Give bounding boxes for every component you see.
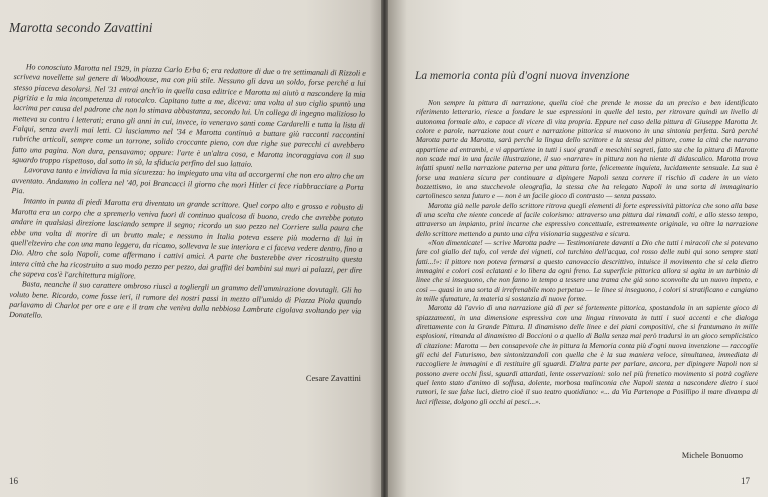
- right-page-body: [416, 98, 758, 406]
- left-page-number: 16: [9, 476, 18, 486]
- left-page-body: [9, 62, 366, 327]
- right-page-number: 17: [741, 476, 750, 486]
- left-paragraph-3: Intanto in punta di piedi Marotta era diventato un grande scrittore. Quel corpo alto e grosso e robusto di Marotta era un corpo che a spremerlo veniva fuori di continuo qualcosa di buono, credo che avrebbe potuto andare in qualsiasi direzione lasciando sempre il segno; ricordo un suo pezzo nel Corriere sulla paura che ebbe una volta di morire di un brutto male; e nessuno in Italia poteva essere più moderno di lui in quell'elzeviro che con una mano leggera, da ricamo, sollevava le sue interiora e ci faceva vedere dentro, fino a Dio. Altro che solo Napoli, come affermano i cattivi amici. A parte che basterebbe aver ricostruito questa intera città che ha ricostruito a suo modo pezzo per pezzo, dai graffiti dei bambini sui muri ai palazzi, per dire che sapeva cos'è l'architettura migliore.: [9, 196, 364, 281]
- left-signature: Cesare Zavattini: [305, 374, 361, 383]
- right-paragraph-1: Non sempre la pittura di narrazione, quella cioè che prende le mosse da un preciso e ben identificato riferimento letterario, riesce a fondare le sue espressioni in quelle del testo, per ritrovare quindi un livello di autonoma formale alto, e capace di vicere di vita propria. Eppure nel caso della pittura di Giuseppe Marotta Jr. colore e parole, narrazione tout court e narrazione pittorica si muovono in una sintonia perfetta. Sarà perché Marotta parte da Marotta, sarà perché la lingua dello scrittore e la stessa del pittore, come la città che narrano appartiene ad entrambi, e vi appartiene in tutti i suoi grandi e meschini segreti, fatto sta che la pittura di Marotte non scade mai in una facile illustrazione, il suo «narrare» in pittura non ha niente di didascalico. Marotta trova infatti spunti nella narrazione paterna per una pittura forte, felicemente inquieta, lucidamente sensuale. La sua è forse una maniera sicura per continuare a dipingere Napoli senza correre il rischio di cadere in un vieto bozzettismo, in una stucchevole oleografia, la stessa che ha relegato Napoli in una sorta di immaginario cartolinesco senza futuro e — non è un facile gioco di contrasto — senza passato.: [416, 98, 758, 201]
- right-page: [388, 0, 768, 497]
- left-paragraph-4: Basta, neanche il suo carattere ombroso riuscì a togliergli un grammo dell'ammirazione dovutagli. Gli ho voluto bene. Ricordo, come fosse ieri, il rumore dei nostri passi in mezzo all'umido di Piazza Piola quando parlavamo di Charlot per ore e ore e il tram che veniva dalla nebbiosa Lambrate cigolava svoltando per via Donatello.: [9, 279, 362, 320]
- left-paragraph-2: Lavorava tanto e invidiava la mia sicurezza: ho impiegato una vita ad accorgermi che non ero altro che un avventato. Andammo in collera nel '40, poi Brancacci il giorno che morì Hitler ci fece riabbracciare a Porta Pia.: [11, 165, 364, 196]
- right-signature: Michele Bonuomo: [681, 451, 743, 460]
- right-paragraph-2: Marotta già nelle parole dello scrittore ritrova quegli elementi di forte espressività pittorica che sono alla base di una scelta che niente concede al facile colorismo: attraverso una pittura dai rimandi colti, e allo stesso tempo, attraverso un impianto, prini incarne che espressivo concettuale, estremamente originale, va oltre la narrazione dello scrittore mettendo a punto una cifra visionaria suggestiva e sicura.: [416, 200, 758, 238]
- left-paragraph-1: Ho conosciuto Marotta nel 1929, in piazza Carlo Erba 6; era redattore di due o tre settimanali di Rizzoli e scriveva novellette sul genere di Woodhouse, ma con più stile. Nessuno gli dava un soldo, forse perché a lui stesso piaceva desolarsi. Nel '31 entrai anch'io in quella casa editrice e Marotta mi aiutò a nascondere la mia pigrizia e la mia incompetenza di rotocalco. Capitano tutte a me, diceva: una volta al suo ciglio spuntò una lacrima per causa del padrone che non lo stimava abbastanza, secondo lui. Un collega di ingegno malizioso lo metteva su contro i letterati; erano gli anni in cui, invece, io veneravo santi come Cardarelli e tutta la lista di Falqui, senza averli mai letti. Ci lasciammo nel '34 e Marotta continuò a buttare giù racconti raccontini rubriche articoli, sempre come un torrone, solido croccante pieno, con due righe sue parecchi ci avrebbero fatto una pagina. Non dura, pensavamo; oppure: l'arte è un'altra cosa, e Marotta incoraggiava con il suo sguardo troppo rispettoso, dal sotto in sù, la sfiducia perfino del suo lattaio.: [12, 62, 366, 169]
- left-page-title: Marotta secondo Zavattini: [9, 20, 153, 35]
- left-page: [0, 0, 381, 497]
- right-paragraph-3: «Non dimenticate! — scrive Marotta padre — Testimoniarete davanti a Dio che tutti i miracoli che si potevano fare col giallo del tufo, col verde dei vigneti, col turchino dell'acqua, col rosso delle nubi qui sono sempre stati fatti...!»: il pittore non poteva fermarsi a questo canovaccio descrittivo, intuisce il movimento che si cela dietro immagini e colori così eclatanti e lo libera da ogni freno. La superficie pittorica allora si agita in un turbinio di linee che si inseguono, che non fanno in tempo a tessere una trama che già sono sconvolte da un nuovo impeto, e così — quasi in una sorta di irrefrenabile moto perpetuo — le linee si inseguono, i colori si stratificano e cangiano in mille sfumature, la materia si sostanzia di nuove forme.: [416, 237, 758, 303]
- book-gutter: [381, 0, 388, 497]
- right-paragraph-4: Marotta dà l'avvio di una narrazione già di per sé fortemente pittorica, spostandola in un sapiente gioco di spiazzamenti, in una dimensione espressiva con una lingua rinnovata in tutti i suoi accenti e che dialoga direttamente con la Grande Pittura. Il dinamismo delle linee e dei piani compositivi, che si frantumano in mille esplosioni, rimanda al dinamismo di Boccioni o a quello di Balla senza mai però tradursi in un gioco semplicistico di citazione: Marotta — ben consapevole che in pittura la Memoria conta più d'ogni nuova invenzione — raccoglie gli echi del Futurismo, ben sintonizzandoli con quella che è la sua maniera veloce, simultanea, immediata di raccogliere le immagini e di restituire gli sguardi. D'altra parte per parlare, ancora, per dipingere Napoli non si possono avere occhi fissi, sguardi attardati, lente osservazioni: solo nel più frenetico movimento si potrà cogliere quel lento stato d'animo di soffusa, dolente, morbosa malinconia che Napoli stenta a nascondere dietro i suoi rumori, le sue false luci, dietro cioè il suo teatro quotidiano: «... da Via Partenope a Posillipo il mare divampa di luci riflesse, dolgono gli occhi ai pesci...».: [416, 303, 758, 406]
- right-page-title: La memoria conta più d'ogni nuova invenzione: [415, 70, 630, 82]
